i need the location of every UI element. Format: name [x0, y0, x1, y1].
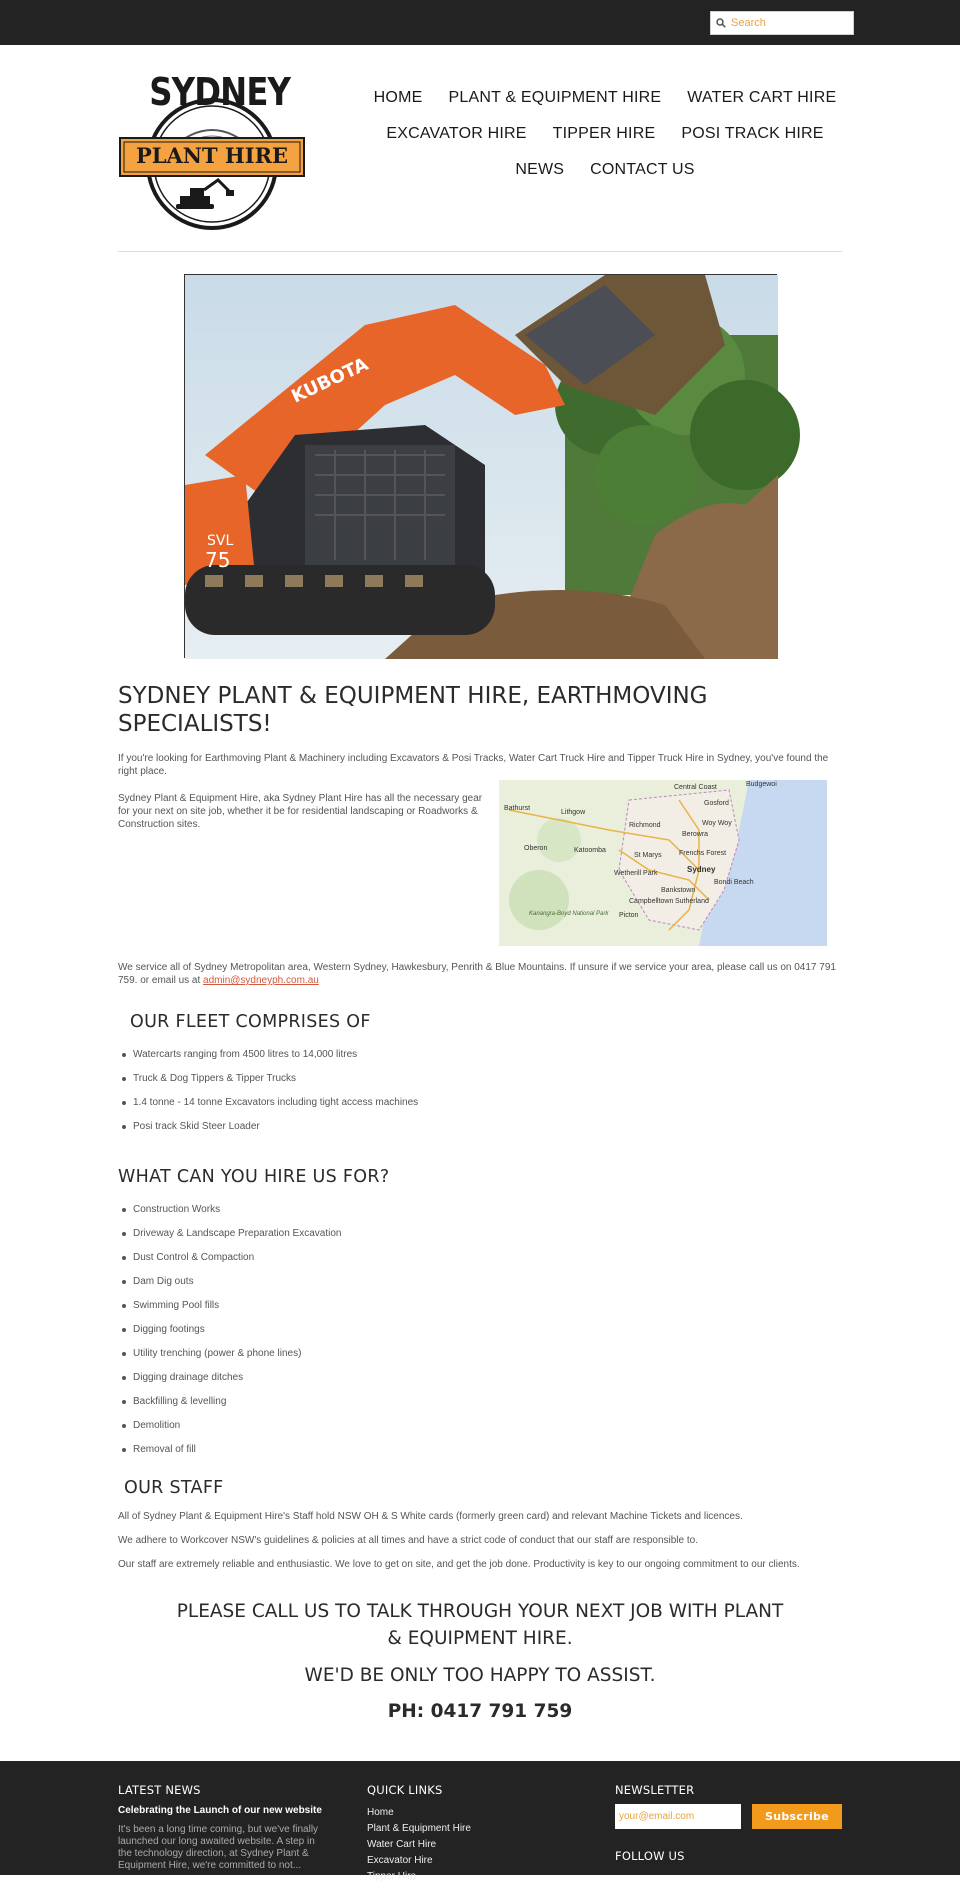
- list-item: Backfilling & levelling: [118, 1395, 842, 1419]
- list-item: Posi track Skid Steer Loader: [118, 1120, 842, 1144]
- hire-list: [118, 1203, 842, 1467]
- service-area-paragraph: [118, 961, 842, 987]
- list-item: Digging drainage ditches: [118, 1371, 842, 1395]
- phone-number[interactable]: PH: 0417 791 759: [387, 1701, 573, 1722]
- staff-paragraph: We adhere to Workcover NSW's guidelines & policies at all times and have a strict code of conduct that our staff are responsible to.: [118, 1535, 698, 1546]
- footer-quick-links: [367, 1783, 471, 1885]
- map-label: Bondi Beach: [714, 879, 754, 886]
- search-box[interactable]: [710, 11, 854, 35]
- map-label: Gosford: [704, 800, 729, 807]
- map-label: St Marys: [634, 852, 662, 859]
- map-label: Woy Woy: [702, 820, 732, 827]
- service-area-text: We service all of Sydney Metropolitan area, Western Sydney, Hawkesbury, Penrith & Blue Mountains. If unsure if we service your area, please call us on 0417 791 759. or email us at: [118, 962, 836, 986]
- list-item: Demolition: [118, 1419, 842, 1443]
- list-item: Utility trenching (power & phone lines): [118, 1347, 842, 1371]
- footer-latest-news: [118, 1783, 328, 1872]
- list-item: Construction Works: [118, 1203, 842, 1227]
- fleet-section: [118, 1012, 842, 1144]
- footer-news-title[interactable]: Celebrating the Launch of our new website: [118, 1805, 322, 1816]
- list-item: Removal of fill: [118, 1443, 842, 1467]
- footer-link-water-cart-hire[interactable]: Water Cart Hire: [367, 1839, 437, 1850]
- list-item: Swimming Pool fills: [118, 1299, 842, 1323]
- list-item: Digging footings: [118, 1323, 842, 1347]
- service-area-map: [499, 780, 827, 946]
- top-bar: [0, 0, 960, 45]
- map-label: Oberon: [524, 845, 548, 852]
- search-input[interactable]: [731, 13, 849, 33]
- subscribe-button[interactable]: Subscribe: [752, 1804, 842, 1829]
- nav-contact-us[interactable]: CONTACT US: [590, 161, 695, 178]
- hero-brand-text: KUBOTA: [288, 353, 372, 408]
- hire-section: [118, 1167, 842, 1467]
- footer-links-heading: QUICK LINKS: [367, 1783, 443, 1797]
- fleet-list: [118, 1048, 842, 1144]
- hero-image: [184, 274, 777, 658]
- nav-plant-equipment-hire[interactable]: PLANT & EQUIPMENT HIRE: [448, 89, 662, 106]
- map-label: Katoomba: [574, 847, 606, 854]
- footer-newsletter-heading: NEWSLETTER: [615, 1783, 695, 1797]
- main-nav: [370, 80, 840, 188]
- logo-subtitle: PLANT HIRE: [135, 143, 289, 168]
- staff-paragraph: All of Sydney Plant & Equipment Hire's Staff hold NSW OH & S White cards (formerly green card) and relevant Machine Tickets and licences.: [118, 1511, 743, 1522]
- about-paragraph: Sydney Plant & Equipment Hire, aka Sydney Plant Hire has all the necessary gear for your next on site job, whether it be for residential landscaping or Roadworks & Construction sites.: [118, 793, 483, 830]
- map-label: Bathurst: [504, 805, 531, 812]
- footer-link-plant-equipment-hire[interactable]: Plant & Equipment Hire: [367, 1823, 471, 1834]
- nav-excavator-hire[interactable]: EXCAVATOR HIRE: [386, 125, 527, 142]
- map-label: Campbelltown: [629, 898, 674, 905]
- map-label: Wetherill Park: [614, 870, 658, 877]
- list-item: 1.4 tonne - 14 tonne Excavators including tight access machines: [118, 1096, 842, 1120]
- footer: [0, 1761, 960, 1882]
- nav-posi-track-hire[interactable]: POSI TRACK HIRE: [681, 125, 824, 142]
- page-title: SYDNEY PLANT & EQUIPMENT HIRE, EARTHMOVING SPECIALISTS!: [118, 683, 708, 737]
- list-item: Watercarts ranging from 4500 litres to 14,000 litres: [118, 1048, 842, 1072]
- list-item: Dust Control & Compaction: [118, 1251, 842, 1275]
- staff-paragraph: Our staff are extremely reliable and enthusiastic. We love to get on site, and get the job done. Productivity is key to our ongoing commitment to our clients.: [118, 1559, 800, 1570]
- nav-water-cart-hire[interactable]: WATER CART HIRE: [687, 89, 837, 106]
- footer-link-excavator-hire[interactable]: Excavator Hire: [367, 1855, 433, 1866]
- hero-model-number: 75: [205, 548, 231, 572]
- email-link[interactable]: admin@sydneyph.com.au: [203, 975, 319, 986]
- hero-model-text: SVL: [207, 533, 234, 549]
- map-label: Budgewoi: [746, 781, 777, 788]
- list-item: Driveway & Landscape Preparation Excavation: [118, 1227, 842, 1251]
- map-label: Picton: [619, 912, 639, 919]
- staff-heading: OUR STAFF: [124, 1478, 224, 1498]
- service-area-section: [118, 961, 842, 987]
- nav-news[interactable]: NEWS: [515, 161, 565, 178]
- staff-section: [118, 1478, 842, 1571]
- cta-subheading: WE'D BE ONLY TOO HAPPY TO ASSIST.: [304, 1665, 656, 1686]
- footer-news-excerpt: It's been a long time coming, but we've finally launched our long awaited website. A step in the technology direction, at Sydney Plant & Equipment Hire, we're committed to not...: [118, 1824, 319, 1871]
- footer-link-home[interactable]: Home: [367, 1807, 394, 1818]
- footer-link-tipper-hire[interactable]: Tipper Hire: [367, 1871, 417, 1882]
- intro-paragraph: If you're looking for Earthmoving Plant & Machinery including Excavators & Posi Tracks, Water Cart Truck Hire and Tipper Truck Hire in Sydney, you've found the right place.: [118, 753, 829, 777]
- nav-tipper-hire[interactable]: TIPPER HIRE: [552, 125, 656, 142]
- list-item: Dam Dig outs: [118, 1275, 842, 1299]
- map-label: Berowra: [682, 831, 709, 838]
- cta-heading: PLEASE CALL US TO TALK THROUGH YOUR NEXT JOB WITH PLANT & EQUIPMENT HIRE.: [176, 1601, 784, 1649]
- map-label: Sutherland: [675, 898, 709, 905]
- footer-newsletter: [615, 1783, 842, 1871]
- header-divider: [118, 251, 842, 252]
- footer-follow-heading: FOLLOW US: [615, 1849, 685, 1863]
- map-label: Frenchs Forest: [679, 850, 727, 857]
- search-icon: [711, 12, 731, 34]
- map-label: Sydney: [687, 865, 716, 874]
- site-logo[interactable]: [118, 70, 308, 232]
- list-item: Truck & Dog Tippers & Tipper Trucks: [118, 1072, 842, 1096]
- hire-heading: WHAT CAN YOU HIRE US FOR?: [118, 1167, 390, 1187]
- map-label: Bankstown: [661, 887, 696, 894]
- map-label: Kanangra-Boyd National Park: [529, 911, 609, 917]
- logo-title: SYDNEY: [149, 70, 291, 114]
- map-label: Lithgow: [561, 809, 586, 816]
- map-label: Central Coast: [674, 784, 717, 791]
- map-label: Richmond: [629, 822, 661, 829]
- fleet-heading: OUR FLEET COMPRISES OF: [130, 1012, 371, 1032]
- nav-home[interactable]: HOME: [373, 89, 423, 106]
- newsletter-email-input[interactable]: [615, 1804, 741, 1829]
- footer-news-heading: LATEST NEWS: [118, 1783, 201, 1797]
